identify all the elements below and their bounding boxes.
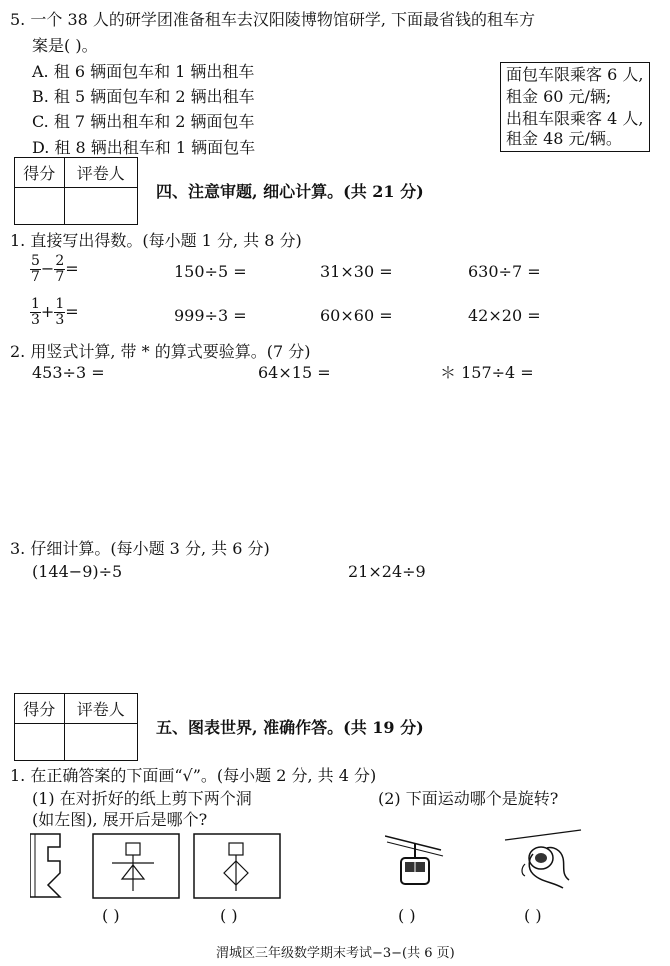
rental-info-line: 租金 60 元/辆; — [506, 87, 612, 106]
calc-item: 630÷7 = — [468, 262, 541, 281]
q5-line1: 5. 一个 38 人的研学团准备租车去汉阳陵博物馆研学, 下面最省钱的租车方 — [10, 10, 536, 29]
answer-blank[interactable]: ( ) — [398, 906, 416, 925]
section5-title: 五、图表世界, 准确作答。(共 19 分) — [156, 718, 424, 737]
s4-q1-title: 1. 直接写出得数。(每小题 1 分, 共 8 分) — [10, 231, 302, 250]
sub2-text: (2) 下面运动哪个是旋转? — [378, 789, 559, 808]
grade-box — [14, 157, 138, 225]
grader-cell[interactable] — [64, 724, 138, 761]
rental-info-box — [500, 62, 650, 152]
score-cell[interactable] — [15, 188, 65, 225]
unfolded-option-1-figure — [92, 833, 180, 899]
q5-option-c: C. 租 7 辆出租车和 2 辆面包车 — [32, 112, 255, 131]
folded-paper-figure — [30, 833, 78, 899]
unfolded-option-2-figure — [193, 833, 281, 899]
calc-item: 150÷5 = — [174, 262, 247, 281]
answer-blank[interactable]: ( ) — [220, 906, 238, 925]
rental-info-line: 面包车限乘客 6 人, — [506, 65, 644, 84]
numerator: 1 — [55, 296, 65, 312]
q5-option-d: D. 租 8 辆出租车和 1 辆面包车 — [32, 138, 256, 157]
score-cell[interactable] — [15, 724, 65, 761]
sub1-line1: (1) 在对折好的纸上剪下两个洞 — [32, 789, 252, 808]
equals: = — [65, 259, 79, 278]
equals: = — [65, 302, 79, 321]
rental-info-line: 租金 48 元/辆。 — [506, 129, 622, 148]
vertical-calc-item: 64×15 = — [258, 363, 331, 382]
answer-blank[interactable]: ( ) — [102, 906, 120, 925]
s4-q2-title: 2. 用竖式计算, 带 * 的算式要验算。(7 分) — [10, 342, 311, 361]
s5-q1-title: 1. 在正确答案的下面画“√”。(每小题 2 分, 共 4 分) — [10, 766, 377, 785]
vertical-calc-item: 453÷3 = — [32, 363, 105, 382]
numerator: 1 — [31, 296, 40, 312]
grader-label: 评卷人 — [64, 694, 138, 724]
grader-label: 评卷人 — [64, 158, 138, 188]
q5-line2: 案是( )。 — [32, 36, 98, 55]
careful-calc-item: 21×24÷9 — [348, 562, 426, 581]
hand-turning-knob-icon — [503, 828, 583, 894]
grade-box — [14, 693, 138, 761]
calc-item: 31×30 = — [320, 262, 393, 281]
careful-calc-item: (144−9)÷5 — [32, 562, 123, 581]
vertical-calc-item: ＊ 157÷4 = — [440, 363, 534, 382]
operator: − — [40, 259, 55, 278]
score-label: 得分 — [15, 694, 65, 724]
calc-item: 999÷3 = — [174, 306, 247, 325]
operator: + — [40, 302, 55, 321]
fraction-expression-2 — [30, 297, 79, 328]
section4-title: 四、注意审题, 细心计算。(共 21 分) — [156, 182, 424, 201]
numerator: 2 — [55, 253, 65, 269]
q5-option-a: A. 租 6 辆面包车和 1 辆出租车 — [32, 62, 255, 81]
numerator: 5 — [31, 253, 40, 269]
calc-item: 42×20 = — [468, 306, 541, 325]
s4-q3-title: 3. 仔细计算。(每小题 3 分, 共 6 分) — [10, 539, 270, 558]
score-label: 得分 — [15, 158, 65, 188]
calc-item: 60×60 = — [320, 306, 393, 325]
denominator: 3 — [55, 312, 65, 328]
denominator: 3 — [31, 312, 40, 328]
answer-blank[interactable]: ( ) — [524, 906, 542, 925]
q5-option-b: B. 租 5 辆面包车和 2 辆出租车 — [32, 87, 255, 106]
denominator: 7 — [31, 269, 40, 285]
cable-car-icon — [385, 832, 445, 890]
grader-cell[interactable] — [64, 188, 138, 225]
page-footer: 渭城区三年级数学期末考试−3−(共 6 页) — [216, 946, 455, 961]
rental-info-line: 出租车限乘客 4 人, — [506, 109, 644, 128]
denominator: 7 — [55, 269, 65, 285]
sub1-line2: (如左图), 展开后是哪个? — [32, 810, 208, 829]
fraction-expression-1 — [30, 254, 79, 285]
